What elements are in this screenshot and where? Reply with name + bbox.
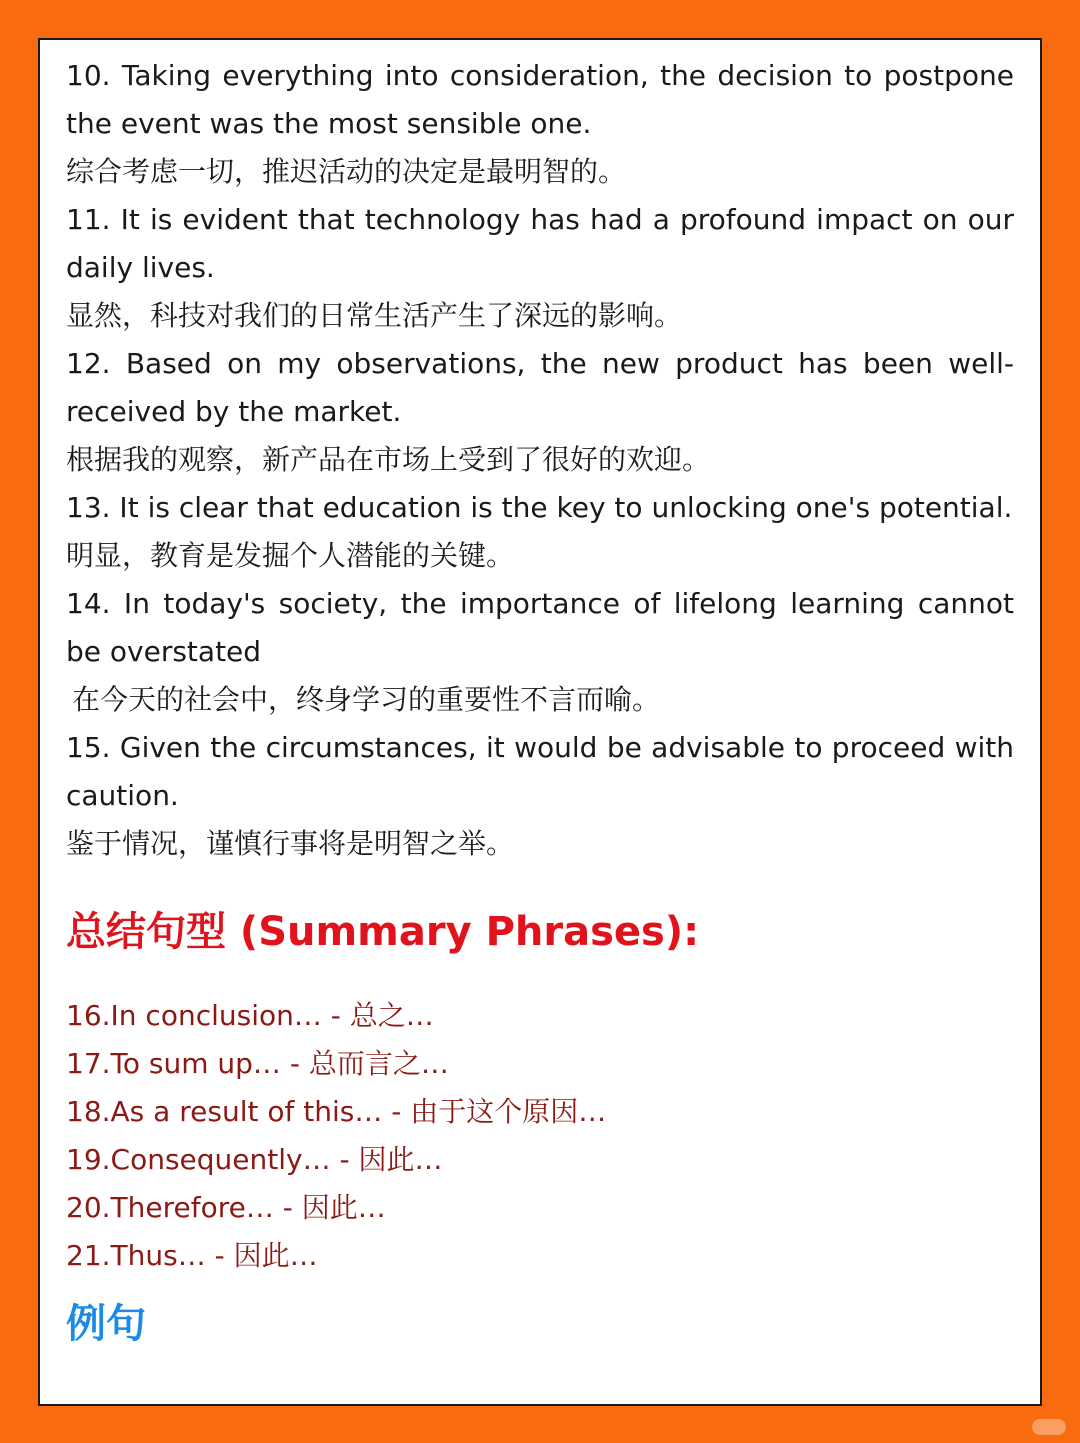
- sentence-entry-14: [66, 580, 1014, 724]
- sentence-entry-11: [66, 196, 1014, 340]
- chinese-translation: 显然，科技对我们的日常生活产生了深远的影响。: [66, 299, 683, 332]
- summary-phrase-18: 18.As a result of this… - 由于这个原因…: [66, 1095, 607, 1128]
- english-sentence: 10. Taking everything into consideration, the decision to postpone the event was the most sensible one.: [66, 59, 1014, 140]
- english-sentence: 13. It is clear that education is the key to unlocking one's potential.: [66, 491, 1013, 524]
- summary-phrase-19: 19.Consequently… - 因此…: [66, 1143, 443, 1176]
- english-sentence: 14. In today's society, the importance of lifelong learning cannot be overstated: [66, 587, 1014, 668]
- summary-phrase-20: 20.Therefore… - 因此…: [66, 1191, 386, 1224]
- watermark-badge: [1032, 1419, 1066, 1435]
- summary-phrase-16: 16.In conclusion… - 总之…: [66, 999, 434, 1032]
- chinese-translation: 明显，教育是发掘个人潜能的关键。: [66, 539, 515, 572]
- english-sentence: 12. Based on my observations, the new product has been well-received by the market.: [66, 347, 1014, 428]
- english-sentence: 15. Given the circumstances, it would be advisable to proceed with caution.: [66, 731, 1014, 812]
- chinese-translation: 综合考虑一切，推迟活动的决定是最明智的。: [66, 155, 627, 188]
- summary-section-title: 总结句型 (Summary Phrases):: [66, 909, 700, 955]
- summary-phrase-21: 21.Thus… - 因此…: [66, 1239, 318, 1272]
- content-card: [38, 38, 1042, 1406]
- chinese-translation: 鉴于情况，谨慎行事将是明智之举。: [66, 827, 515, 860]
- chinese-translation: 根据我的观察，新产品在市场上受到了很好的欢迎。: [66, 443, 711, 476]
- sentence-entry-10: [66, 52, 1014, 196]
- chinese-translation: 在今天的社会中，终身学习的重要性不言而喻。: [72, 683, 661, 716]
- example-section-title: 例句: [66, 1301, 146, 1347]
- summary-phrase-list: [66, 992, 1014, 1280]
- sentence-entry-12: [66, 340, 1014, 484]
- sentence-entry-13: [66, 484, 1014, 580]
- english-sentence: 11. It is evident that technology has had a profound impact on our daily lives.: [66, 203, 1014, 284]
- sentence-entry-15: [66, 724, 1014, 868]
- summary-phrase-17: 17.To sum up… - 总而言之…: [66, 1047, 449, 1080]
